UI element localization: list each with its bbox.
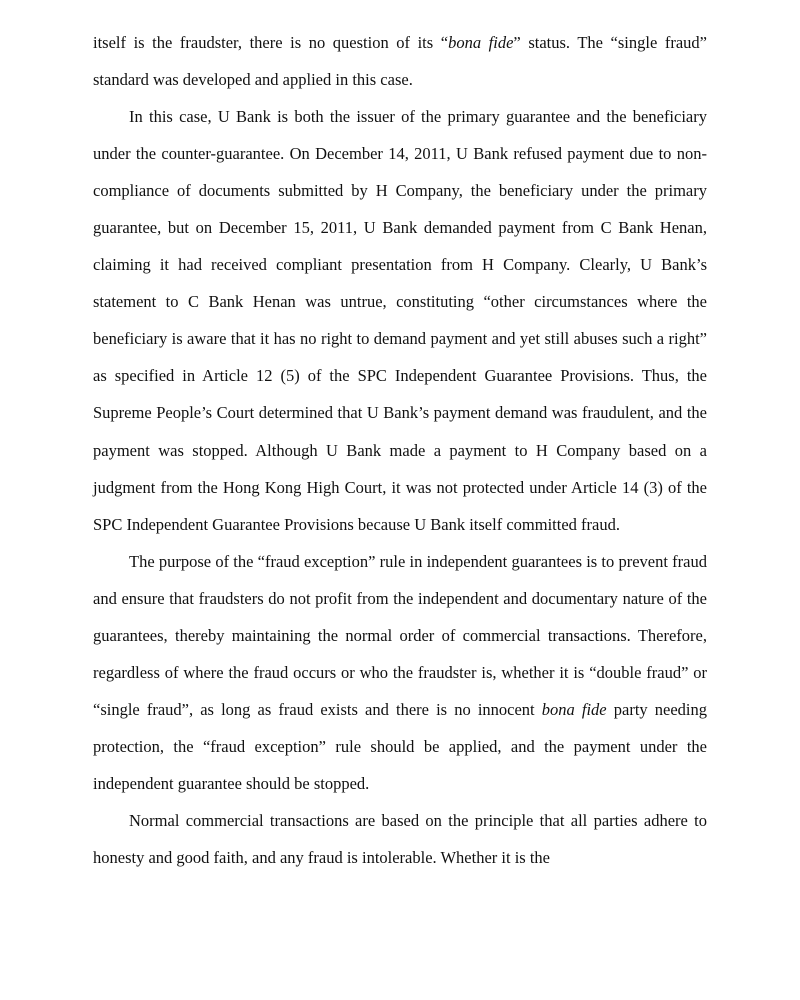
text-run: ” status. The “single fraud” standard was developed and applied in this case. (93, 33, 707, 90)
paragraph-case-analysis (93, 98, 707, 543)
paragraph-commercial-transactions (93, 802, 707, 876)
paragraph-fraud-exception-purpose (93, 543, 707, 802)
text-run: In this case, U Bank is both the issuer of the primary guarantee and the beneficiary under the counter-guarantee. On December 14, 2011, U Bank refused payment due to non-compliance of documents submitted by H Company, the beneficiary under the primary guarantee, but on December 15, 2011, U Bank demanded payment from C Bank Henan, claiming it had received compliant presentation from H Company. Clearly, U Bank’s statement to C Bank Henan was untrue, constituting “other circumstances where the beneficiary is aware that it has no right to demand payment and yet still abuses such a right” as specified in Article 12 (5) of the SPC Independent Guarantee Provisions. Thus, the Supreme People’s Court determined that U Bank’s payment demand was fraudulent, and the payment was stopped. Although U Bank made a payment to H Company based on a judgment from the Hong Kong High Court, it was not protected under Article 14 (3) of the SPC Independent Guarantee Provisions because U Bank itself committed fraud. (93, 107, 707, 534)
text-run: The purpose of the “fraud exception” rule in independent guarantees is to prevent fraud and ensure that fraudsters do not profit from the independent and documentary nature of the guarantees, thereby maintaining the normal order of commercial transactions. Therefore, regardless of where the fraud occurs or who the fraudster is, whether it is “double fraud” or “single fraud”, as long as fraud exists and there is no innocent (93, 551, 707, 719)
italic-term: bona fide (541, 699, 607, 719)
italic-term: bona fide (448, 33, 514, 52)
text-run: Normal commercial transactions are based on the principle that all parties adhere to honesty and good faith, and any fraud is intolerable. Whether it is the (93, 810, 707, 868)
paragraph-continuation (93, 24, 707, 98)
text-run: party needing protection, the “fraud exception” rule should be applied, and the payment under the independent guarantee should be stopped. (93, 699, 708, 793)
text-run: itself is the fraudster, there is no question of its “ (93, 33, 449, 52)
document-page (93, 24, 707, 876)
